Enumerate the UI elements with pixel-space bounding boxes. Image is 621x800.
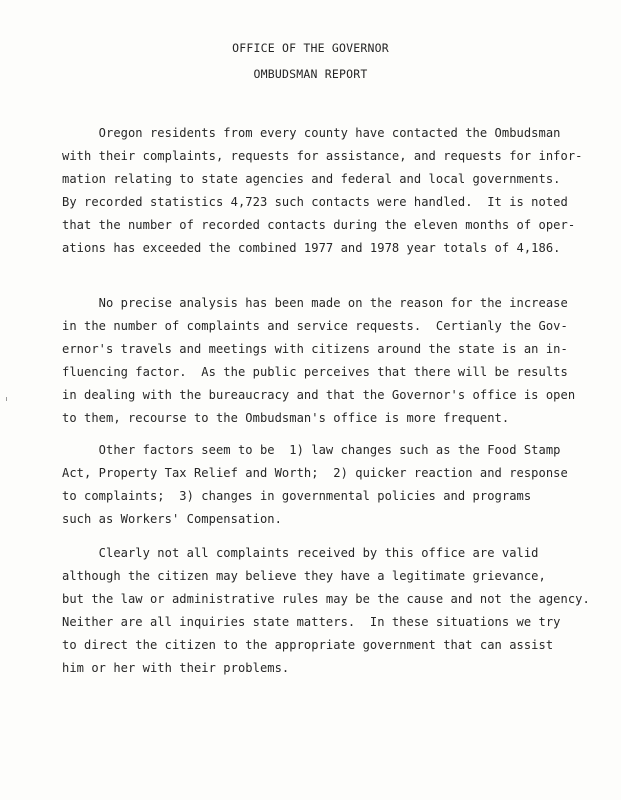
- text-line: Other factors seem to be 1) law changes such as the Food Stamp: [62, 443, 561, 457]
- text-line: No precise analysis has been made on the reason for the increase: [62, 296, 568, 310]
- text-line: ernor's travels and meetings with citizens around the state is an in-: [62, 342, 568, 356]
- text-line: him or her with their problems.: [62, 661, 290, 675]
- office-heading: OFFICE OF THE GOVERNOR: [232, 41, 389, 55]
- scan-mark: [6, 397, 7, 401]
- text-line: in dealing with the bureaucracy and that the Governor's office is open: [62, 388, 576, 402]
- text-line: Oregon residents from every county have contacted the Ombudsman: [62, 126, 561, 140]
- text-line: in the number of complaints and service requests. Certianly the Gov-: [62, 319, 568, 333]
- text-line: with their complaints, requests for assistance, and requests for infor-: [62, 149, 583, 163]
- text-line: to complaints; 3) changes in governmental policies and programs: [62, 489, 532, 503]
- text-line: such as Workers' Compensation.: [62, 512, 282, 526]
- text-line: although the citizen may believe they have a legitimate grievance,: [62, 569, 546, 583]
- report-title: OMBUDSMAN REPORT: [253, 67, 368, 81]
- text-line: fluencing factor. As the public perceives that there will be results: [62, 365, 568, 379]
- text-line: mation relating to state agencies and federal and local governments.: [62, 172, 561, 186]
- text-line: but the law or administrative rules may be the cause and not the agency.: [62, 592, 590, 606]
- text-line: to direct the citizen to the appropriate government that can assist: [62, 638, 554, 652]
- text-line: Act, Property Tax Relief and Worth; 2) quicker reaction and response: [62, 466, 568, 480]
- text-line: that the number of recorded contacts during the eleven months of oper-: [62, 218, 576, 232]
- text-line: Neither are all inquiries state matters. In these situations we try: [62, 615, 561, 629]
- text-line: to them, recourse to the Ombudsman's office is more frequent.: [62, 411, 510, 425]
- text-line: By recorded statistics 4,723 such contacts were handled. It is noted: [62, 195, 568, 209]
- text-line: ations has exceeded the combined 1977 and 1978 year totals of 4,186.: [62, 241, 561, 255]
- text-line: Clearly not all complaints received by this office are valid: [62, 546, 539, 560]
